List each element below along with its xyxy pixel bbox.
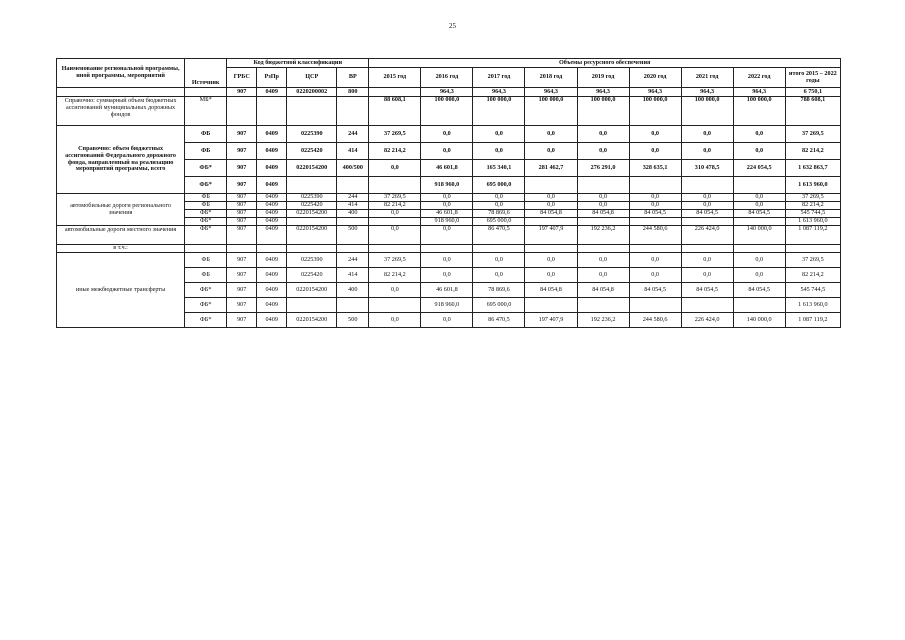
header-vr: ВР bbox=[337, 68, 369, 88]
table-cell: 84 054,8 bbox=[577, 283, 629, 298]
table-cell: 0409 bbox=[257, 268, 287, 283]
table-cell: 0225390 bbox=[287, 253, 337, 268]
table-cell: 82 214,2 bbox=[785, 143, 840, 160]
table-cell: 907 bbox=[227, 218, 257, 226]
table-cell: 82 214,2 bbox=[785, 202, 840, 210]
table-cell: 695 000,0 bbox=[473, 177, 525, 194]
cell-value: 100 000,0 bbox=[733, 97, 785, 126]
table-cell: 0,0 bbox=[473, 253, 525, 268]
table-cell: 37 269,5 bbox=[369, 253, 421, 268]
table-cell: 500 bbox=[337, 313, 369, 328]
table-cell: 46 601,8 bbox=[421, 160, 473, 177]
row-name: автомобильные дороги местного значения bbox=[57, 226, 185, 245]
cell-source: ФБ bbox=[185, 268, 227, 283]
table-cell: 414 bbox=[337, 268, 369, 283]
table-cell bbox=[287, 177, 337, 194]
table-cell: 37 269,5 bbox=[785, 126, 840, 143]
table-cell: 400 bbox=[337, 283, 369, 298]
table-cell bbox=[337, 177, 369, 194]
cell-source: ФБ* bbox=[185, 160, 227, 177]
table-cell: 0,0 bbox=[733, 194, 785, 202]
table-cell: 0409 bbox=[257, 177, 287, 194]
resource-table bbox=[56, 58, 841, 328]
cell-value: 788 608,1 bbox=[785, 97, 840, 126]
table-cell: 0,0 bbox=[369, 210, 421, 218]
table-cell: 0409 bbox=[257, 202, 287, 210]
header-year: 2016 год bbox=[421, 68, 473, 88]
vtch-label: в т.ч.: bbox=[57, 245, 185, 253]
table-cell: 0,0 bbox=[577, 202, 629, 210]
table-cell: 0,0 bbox=[629, 268, 681, 283]
table-cell: 0,0 bbox=[681, 194, 733, 202]
table-cell: 0409 bbox=[257, 218, 287, 226]
table-cell: 0,0 bbox=[629, 126, 681, 143]
table-cell: 0,0 bbox=[733, 143, 785, 160]
table-cell: 0225420 bbox=[287, 202, 337, 210]
table-cell: 0,0 bbox=[681, 253, 733, 268]
table-cell: 1 613 960,0 bbox=[785, 177, 840, 194]
cell-value: 964,3 bbox=[629, 88, 681, 97]
cell-value: 100 000,0 bbox=[577, 97, 629, 126]
table-cell: 545 744,5 bbox=[785, 210, 840, 218]
table-cell bbox=[733, 218, 785, 226]
cell-value: 964,3 bbox=[473, 88, 525, 97]
cell-vr: 800 bbox=[337, 88, 369, 97]
cell-source: ФБ bbox=[185, 143, 227, 160]
header-year: 2019 год bbox=[577, 68, 629, 88]
cell-grbs: 907 bbox=[227, 88, 257, 97]
table-cell: 0,0 bbox=[525, 143, 577, 160]
table-cell: 0,0 bbox=[525, 268, 577, 283]
table-cell bbox=[287, 218, 337, 226]
table-cell: 0,0 bbox=[577, 253, 629, 268]
table-cell: 84 054,8 bbox=[577, 210, 629, 218]
table-cell bbox=[337, 218, 369, 226]
cell-value bbox=[369, 88, 421, 97]
table-cell: 0,0 bbox=[525, 202, 577, 210]
table-cell: 0225420 bbox=[287, 268, 337, 283]
table-cell: 907 bbox=[227, 268, 257, 283]
table-cell: 0,0 bbox=[629, 143, 681, 160]
table-cell: 0,0 bbox=[577, 143, 629, 160]
table-cell: 907 bbox=[227, 253, 257, 268]
table-row bbox=[57, 126, 841, 143]
table-cell: 0,0 bbox=[421, 226, 473, 245]
table-cell: 0,0 bbox=[421, 253, 473, 268]
table-cell: 82 214,2 bbox=[785, 268, 840, 283]
table-cell: 0,0 bbox=[681, 126, 733, 143]
row-name: иные межбюджетные трансферты bbox=[57, 253, 185, 328]
header-budget-code: Код бюджетной классификации bbox=[227, 59, 369, 68]
cell-source: ФБ* bbox=[185, 298, 227, 313]
header-resources: Объемы ресурсного обеспечения bbox=[369, 59, 841, 68]
cell-value: 100 000,0 bbox=[629, 97, 681, 126]
cell-source: ФБ bbox=[185, 194, 227, 202]
table-cell: 907 bbox=[227, 298, 257, 313]
table-cell: 907 bbox=[227, 160, 257, 177]
table-cell: 0,0 bbox=[733, 126, 785, 143]
table-cell: 0409 bbox=[257, 253, 287, 268]
table-cell: 0,0 bbox=[421, 143, 473, 160]
table-cell: 907 bbox=[227, 194, 257, 202]
table-cell: 82 214,2 bbox=[369, 143, 421, 160]
table-cell: 37 269,5 bbox=[785, 253, 840, 268]
table-cell: 0220154200 bbox=[287, 283, 337, 298]
table-cell bbox=[287, 298, 337, 313]
table-cell: 281 462,7 bbox=[525, 160, 577, 177]
cell-source: ФБ* bbox=[185, 313, 227, 328]
table-row bbox=[57, 226, 841, 245]
table-cell: 244 580,6 bbox=[629, 313, 681, 328]
cell-value: 100 000,0 bbox=[421, 97, 473, 126]
table-cell: 695 000,0 bbox=[473, 218, 525, 226]
table-cell: 918 960,0 bbox=[421, 218, 473, 226]
table-cell bbox=[629, 218, 681, 226]
table-cell: 82 214,2 bbox=[369, 202, 421, 210]
table-cell: 0,0 bbox=[473, 126, 525, 143]
cell-value: 964,3 bbox=[577, 88, 629, 97]
table-cell: 37 269,5 bbox=[369, 126, 421, 143]
table-cell: 0,0 bbox=[473, 268, 525, 283]
table-cell: 0,0 bbox=[473, 202, 525, 210]
table-cell: 0409 bbox=[257, 126, 287, 143]
table-cell: 695 000,0 bbox=[473, 298, 525, 313]
table-cell: 192 236,2 bbox=[577, 226, 629, 245]
header-year: 2020 год bbox=[629, 68, 681, 88]
table-cell bbox=[733, 298, 785, 313]
table-cell: 86 470,5 bbox=[473, 226, 525, 245]
table-cell: 37 269,5 bbox=[369, 194, 421, 202]
table-cell: 0,0 bbox=[629, 194, 681, 202]
table-cell bbox=[681, 218, 733, 226]
table-cell bbox=[369, 218, 421, 226]
table-cell: 197 407,9 bbox=[525, 313, 577, 328]
table-cell: 0,0 bbox=[421, 202, 473, 210]
table-row bbox=[57, 253, 841, 268]
table-cell: 84 054,5 bbox=[733, 210, 785, 218]
table-cell: 1 087 119,2 bbox=[785, 226, 840, 245]
table-cell: 918 960,0 bbox=[421, 298, 473, 313]
table-cell: 400/500 bbox=[337, 160, 369, 177]
table-cell bbox=[629, 177, 681, 194]
table-cell: 0,0 bbox=[473, 143, 525, 160]
table-cell bbox=[525, 298, 577, 313]
header-year: 2017 год bbox=[473, 68, 525, 88]
table-cell: 907 bbox=[227, 126, 257, 143]
cell-value: 100 000,0 bbox=[681, 97, 733, 126]
cell-rzpr: 0409 bbox=[257, 88, 287, 97]
table-cell bbox=[577, 298, 629, 313]
table-cell: 0409 bbox=[257, 283, 287, 298]
row-name: Справочно: суммарный объем бюджетных ассигнований муниципальных дорожных фондов bbox=[57, 97, 185, 126]
header-year: 2022 год bbox=[733, 68, 785, 88]
table-cell: 0,0 bbox=[369, 226, 421, 245]
table-cell: 0,0 bbox=[733, 202, 785, 210]
table-cell: 907 bbox=[227, 202, 257, 210]
table-cell: 310 478,5 bbox=[681, 160, 733, 177]
header-rzpr: РзПр bbox=[257, 68, 287, 88]
row-name: Справочно: объем бюджетных ассигнований Федерального дорожного фонда, направленный на реализацию мероприятий программы, всего bbox=[57, 126, 185, 194]
table-cell: 84 054,5 bbox=[681, 283, 733, 298]
table-cell bbox=[525, 218, 577, 226]
table-cell: 224 054,5 bbox=[733, 160, 785, 177]
header-grbs: ГРБС bbox=[227, 68, 257, 88]
table-cell: 84 054,8 bbox=[525, 283, 577, 298]
table-cell: 0409 bbox=[257, 194, 287, 202]
table-cell: 0409 bbox=[257, 226, 287, 245]
cell-source: ФБ bbox=[185, 202, 227, 210]
table-cell: 328 635,1 bbox=[629, 160, 681, 177]
table-cell: 244 bbox=[337, 126, 369, 143]
table-cell: 500 bbox=[337, 226, 369, 245]
table-cell: 0,0 bbox=[577, 194, 629, 202]
table-cell: 165 340,1 bbox=[473, 160, 525, 177]
table-cell: 0,0 bbox=[629, 202, 681, 210]
table-cell: 140 000,0 bbox=[733, 313, 785, 328]
cell-source: ФБ bbox=[185, 126, 227, 143]
table-cell: 0,0 bbox=[681, 202, 733, 210]
cell-value: 88 608,1 bbox=[369, 97, 421, 126]
cell-value: 6 750,1 bbox=[785, 88, 840, 97]
table-cell: 0,0 bbox=[733, 268, 785, 283]
table-cell: 37 269,5 bbox=[785, 194, 840, 202]
table-cell bbox=[681, 298, 733, 313]
table-cell: 0,0 bbox=[525, 126, 577, 143]
table-cell bbox=[337, 298, 369, 313]
table-cell: 414 bbox=[337, 202, 369, 210]
table-cell: 0220154200 bbox=[287, 210, 337, 218]
table-cell: 0,0 bbox=[369, 313, 421, 328]
cell-value: 964,3 bbox=[681, 88, 733, 97]
table-cell: 1 613 960,0 bbox=[785, 218, 840, 226]
header-name: Наименование региональной программы, иной программы, мероприятий bbox=[57, 59, 185, 88]
table-cell: 907 bbox=[227, 143, 257, 160]
table-cell: 0,0 bbox=[629, 253, 681, 268]
table-cell: 46 601,8 bbox=[421, 210, 473, 218]
table-row bbox=[57, 97, 841, 126]
table-cell: 197 407,9 bbox=[525, 226, 577, 245]
cell-source: ФБ* bbox=[185, 177, 227, 194]
table-cell: 0,0 bbox=[681, 143, 733, 160]
table-cell: 0225390 bbox=[287, 126, 337, 143]
table-cell: 0,0 bbox=[525, 194, 577, 202]
table-cell: 0,0 bbox=[577, 268, 629, 283]
cell-source: МБ* bbox=[185, 97, 227, 126]
table-cell bbox=[369, 177, 421, 194]
table-cell: 78 869,6 bbox=[473, 210, 525, 218]
cell-value: 100 000,0 bbox=[473, 97, 525, 126]
table-cell bbox=[525, 177, 577, 194]
table-row bbox=[57, 194, 841, 202]
table-cell: 192 236,2 bbox=[577, 313, 629, 328]
table-cell: 84 054,5 bbox=[629, 283, 681, 298]
table-cell: 400 bbox=[337, 210, 369, 218]
header-year: 2015 год bbox=[369, 68, 421, 88]
header-year: 2018 год bbox=[525, 68, 577, 88]
table-cell bbox=[733, 177, 785, 194]
table-cell bbox=[577, 177, 629, 194]
table-cell: 86 470,5 bbox=[473, 313, 525, 328]
table-cell: 244 bbox=[337, 194, 369, 202]
table-cell: 0409 bbox=[257, 160, 287, 177]
table-row bbox=[57, 88, 841, 97]
table-cell: 907 bbox=[227, 177, 257, 194]
table-cell: 0,0 bbox=[525, 253, 577, 268]
table-cell: 84 054,5 bbox=[733, 283, 785, 298]
table-cell: 0,0 bbox=[421, 194, 473, 202]
table-cell: 0220154200 bbox=[287, 160, 337, 177]
table-cell: 1 613 960,0 bbox=[785, 298, 840, 313]
table-cell: 907 bbox=[227, 313, 257, 328]
table-cell: 918 960,0 bbox=[421, 177, 473, 194]
table-cell: 0225420 bbox=[287, 143, 337, 160]
table-cell: 907 bbox=[227, 283, 257, 298]
cell-source: ФБ* bbox=[185, 283, 227, 298]
cell-source: ФБ* bbox=[185, 226, 227, 245]
table-cell: 1 632 863,7 bbox=[785, 160, 840, 177]
table-cell bbox=[629, 298, 681, 313]
table-cell: 545 744,5 bbox=[785, 283, 840, 298]
table-cell: 0,0 bbox=[681, 268, 733, 283]
cell-source: ФБ bbox=[185, 253, 227, 268]
table-cell: 140 000,0 bbox=[733, 226, 785, 245]
table-cell: 0,0 bbox=[577, 126, 629, 143]
table-cell: 414 bbox=[337, 143, 369, 160]
table-cell: 0409 bbox=[257, 298, 287, 313]
table-row bbox=[57, 245, 841, 253]
cell-source: ФБ* bbox=[185, 210, 227, 218]
table-cell: 226 424,0 bbox=[681, 226, 733, 245]
table-cell: 0,0 bbox=[421, 268, 473, 283]
header-csr: ЦСР bbox=[287, 68, 337, 88]
table-cell: 0409 bbox=[257, 210, 287, 218]
table-cell bbox=[369, 298, 421, 313]
table-cell: 84 054,5 bbox=[681, 210, 733, 218]
table-cell: 907 bbox=[227, 226, 257, 245]
table-cell: 907 bbox=[227, 210, 257, 218]
table-cell: 226 424,0 bbox=[681, 313, 733, 328]
table-cell: 0,0 bbox=[473, 194, 525, 202]
table-cell: 82 214,2 bbox=[369, 268, 421, 283]
table-cell: 0409 bbox=[257, 143, 287, 160]
table-cell: 276 291,0 bbox=[577, 160, 629, 177]
table-cell: 0220154200 bbox=[287, 313, 337, 328]
table-cell: 78 869,6 bbox=[473, 283, 525, 298]
table-cell: 46 601,8 bbox=[421, 283, 473, 298]
cell-csr: 0220200002 bbox=[287, 88, 337, 97]
cell-source: ФБ* bbox=[185, 218, 227, 226]
table-cell: 84 054,5 bbox=[629, 210, 681, 218]
cell-value: 964,3 bbox=[525, 88, 577, 97]
table-cell bbox=[577, 218, 629, 226]
table-cell: 0,0 bbox=[369, 160, 421, 177]
table-cell: 84 054,8 bbox=[525, 210, 577, 218]
table-cell: 0,0 bbox=[421, 126, 473, 143]
table-cell: 0,0 bbox=[733, 253, 785, 268]
header-source: Источник bbox=[185, 59, 227, 88]
table-cell: 1 087 119,2 bbox=[785, 313, 840, 328]
table-cell: 0220154200 bbox=[287, 226, 337, 245]
table-cell: 244 bbox=[337, 253, 369, 268]
page-number: 25 bbox=[449, 22, 456, 30]
table-cell: 0225390 bbox=[287, 194, 337, 202]
cell-value: 964,3 bbox=[421, 88, 473, 97]
table-cell: 0409 bbox=[257, 313, 287, 328]
header-year: 2021 год bbox=[681, 68, 733, 88]
table-cell: 0,0 bbox=[421, 313, 473, 328]
table-cell: 0,0 bbox=[369, 283, 421, 298]
header-total: итого 2015 – 2022 годы bbox=[785, 68, 840, 88]
cell-value: 964,3 bbox=[733, 88, 785, 97]
row-name: автомобильные дороги регионального значения bbox=[57, 194, 185, 226]
table-cell bbox=[681, 177, 733, 194]
cell-value: 100 000,0 bbox=[525, 97, 577, 126]
table-cell: 244 580,6 bbox=[629, 226, 681, 245]
